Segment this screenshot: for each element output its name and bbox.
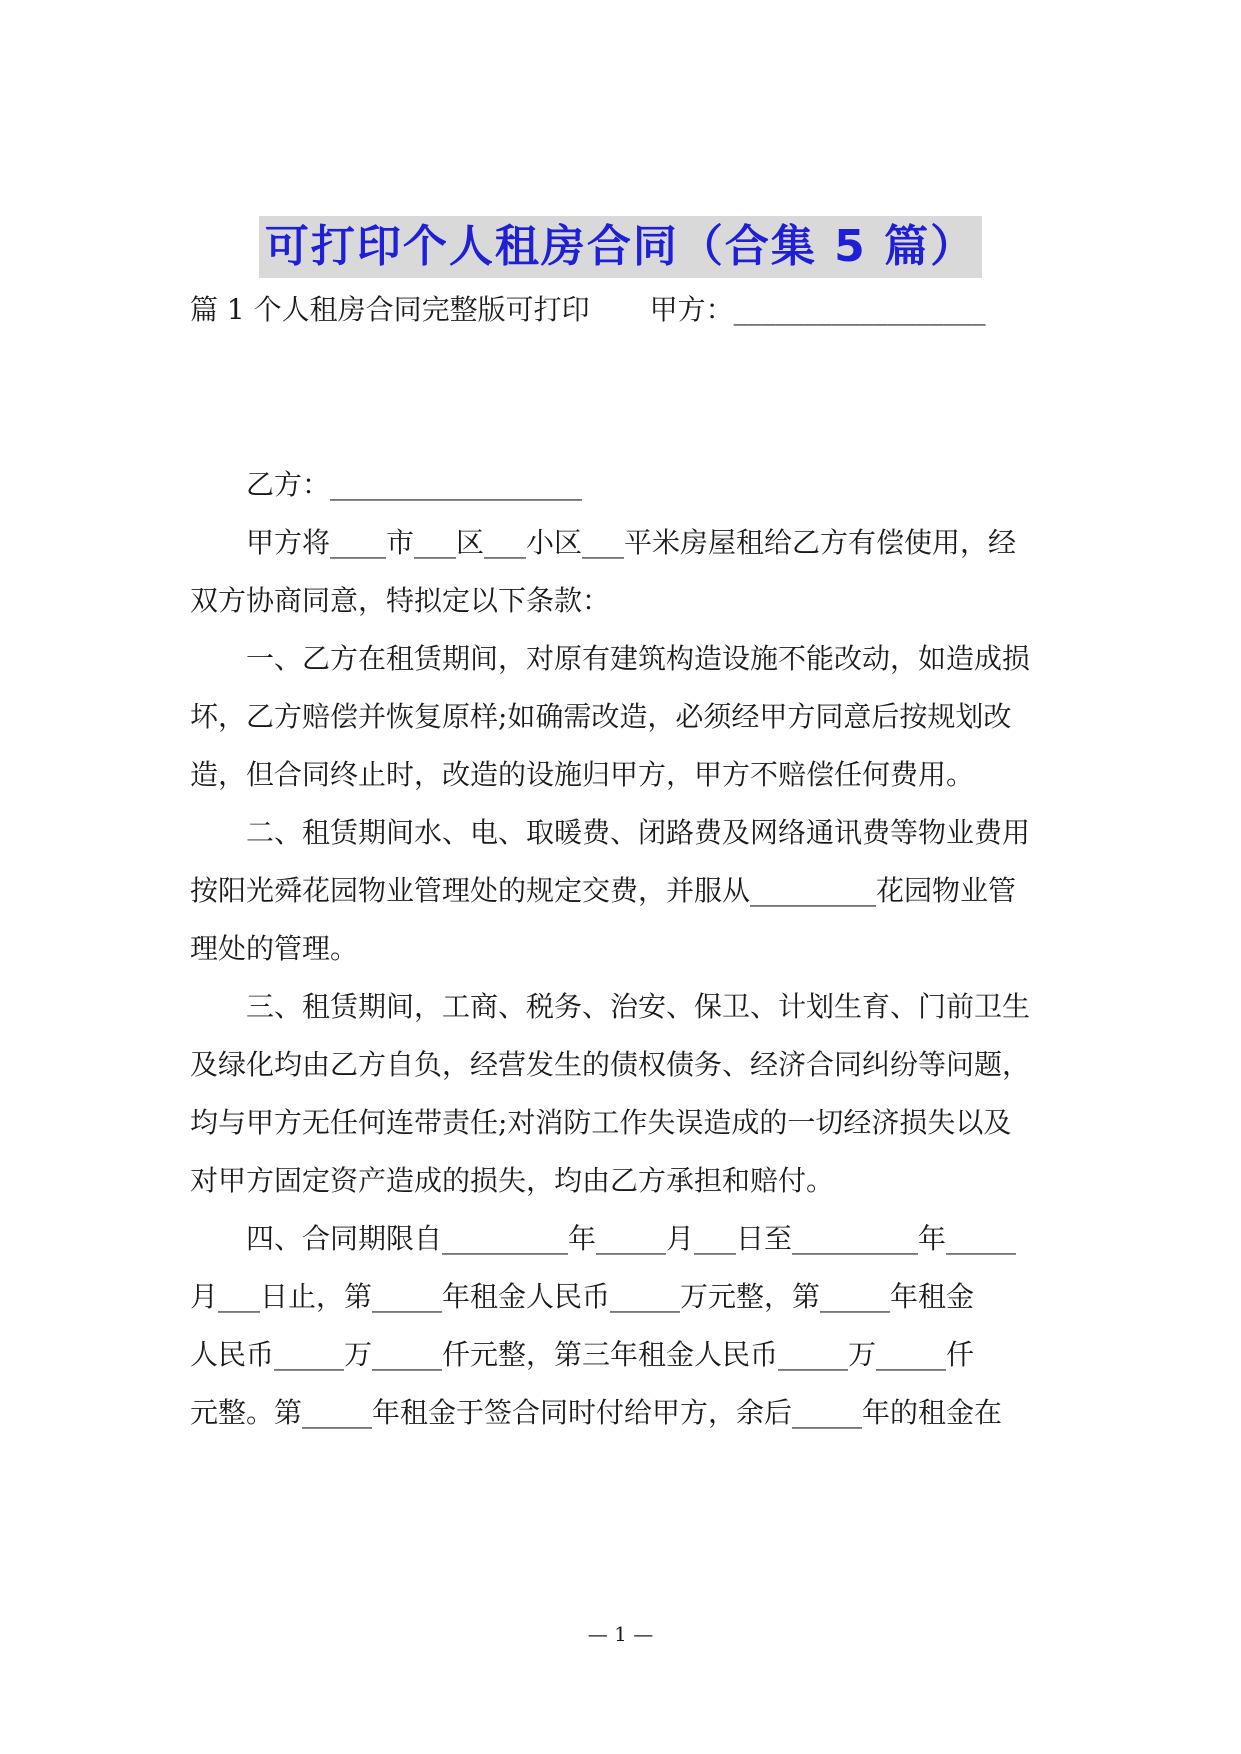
party-b-field: 乙方：__________________: [246, 468, 583, 501]
chapter-header-line: [190, 290, 986, 330]
chapter-heading: 篇 1 个人租房合同完整版可打印: [190, 293, 590, 326]
paragraph-line: 甲方将____市___区___小区___平米房屋租给乙方有偿使用，经: [246, 526, 1017, 559]
party-a-field: 甲方：__________________: [649, 293, 986, 326]
paragraph-line: 三、租赁期间，工商、税务、治安、保卫、计划生育、门前卫生: [246, 990, 1031, 1023]
paragraph-line: 均与甲方无任何连带责任;对消防工作失误造成的一切经济损失以及: [190, 1106, 1012, 1139]
paragraph-line: 按阳光舜花园物业管理处的规定交费，并服从_________花园物业管: [190, 874, 1017, 907]
paragraph-line: 二、租赁期间水、电、取暖费、闭路费及网络通讯费等物业费用: [246, 816, 1031, 849]
page-number: — 1 —: [587, 1622, 654, 1646]
paragraph-line: 人民币_____万_____仟元整，第三年租金人民币_____万_____仟: [190, 1338, 975, 1371]
paragraph-line: 双方协商同意，特拟定以下条款：: [190, 584, 611, 617]
paragraph-line: 坏，乙方赔偿并恢复原样;如确需改造，必须经甲方同意后按规划改: [190, 700, 1012, 733]
document-title: 可打印个人租房合同（合集 5 篇）: [259, 216, 982, 278]
paragraph-line: 元整。第_____年租金于签合同时付给甲方，余后_____年的租金在: [190, 1396, 1003, 1429]
paragraph-line: 四、合同期限自_________年_____月___日至_________年_____: [246, 1222, 1017, 1255]
paragraph-line: 理处的管理。: [190, 932, 359, 965]
paragraph-line: 造，但合同终止时，改造的设施归甲方，甲方不赔偿任何费用。: [190, 758, 975, 791]
paragraph-line: 一、乙方在租赁期间，对原有建筑构造设施不能改动，如造成损: [246, 642, 1031, 675]
paragraph-line: 对甲方固定资产造成的损失，均由乙方承担和赔付。: [190, 1164, 835, 1197]
title-container: [0, 216, 1241, 278]
paragraph-line: 及绿化均由乙方自负，经营发生的债权债务、经济合同纠纷等问题，: [190, 1048, 1031, 1081]
paragraph-line: 月___日止，第_____年租金人民币_____万元整，第_____年租金: [190, 1280, 975, 1313]
